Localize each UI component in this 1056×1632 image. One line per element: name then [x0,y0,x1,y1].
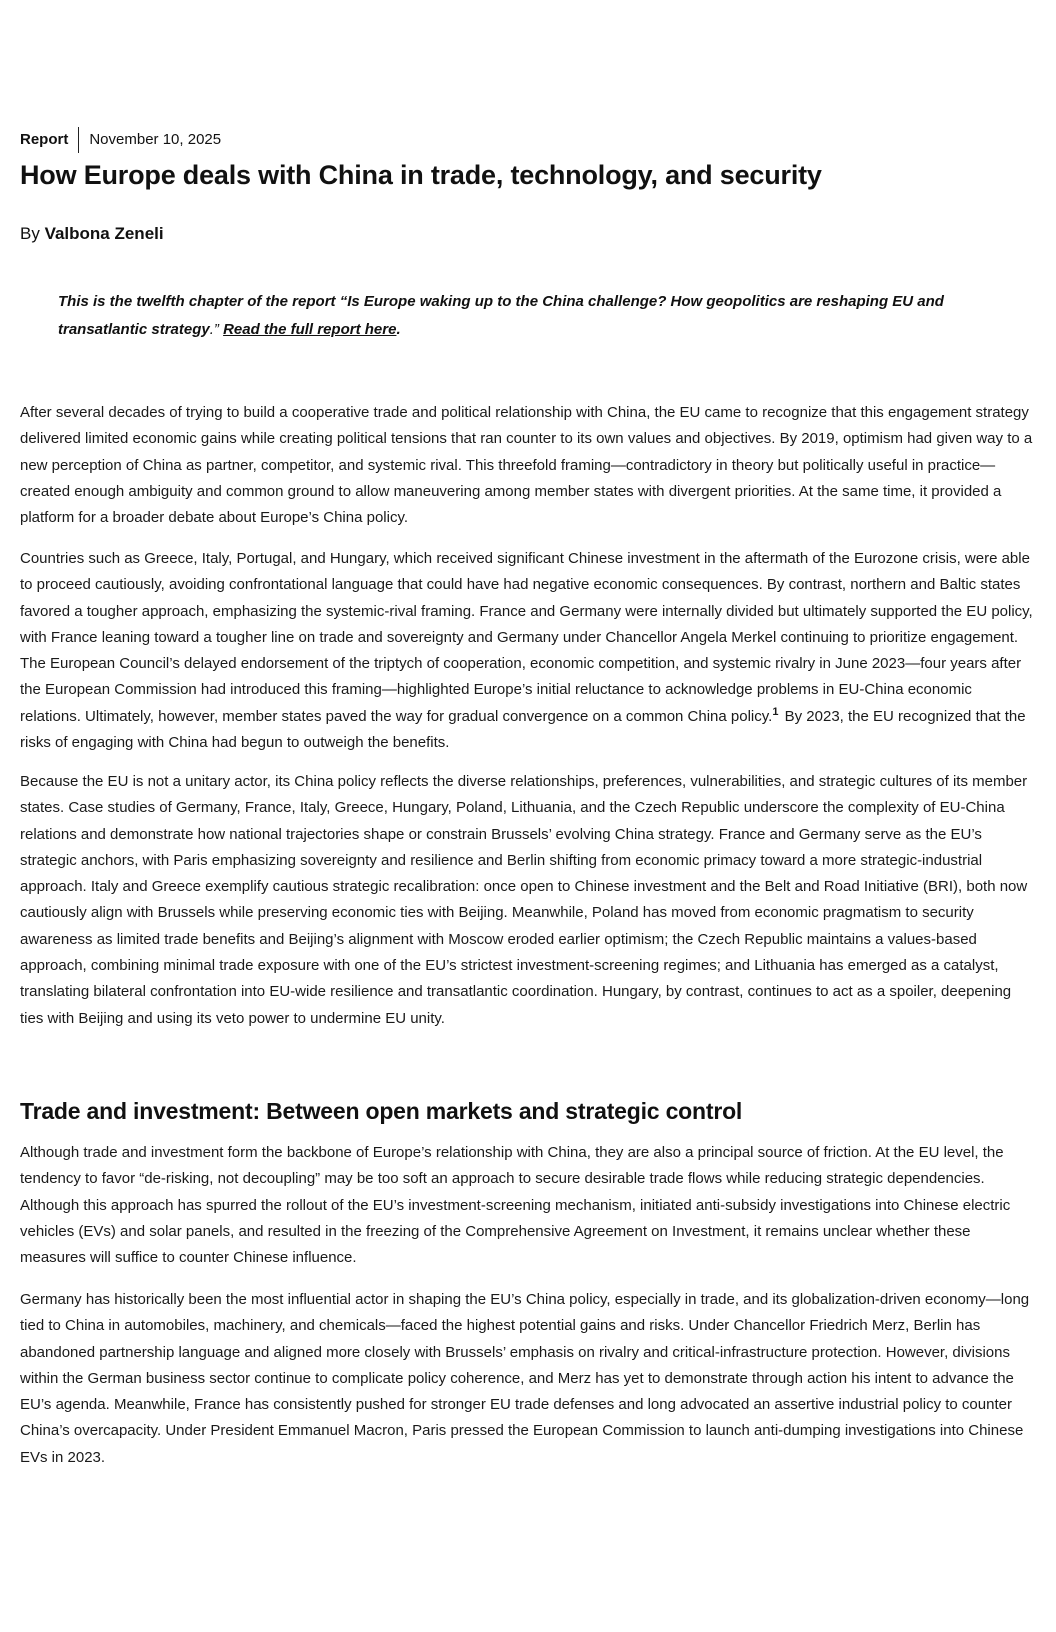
page-title: How Europe deals with China in trade, technology, and security [20,160,822,190]
paragraph: Although trade and investment form the backbone of Europe’s relationship with China, they are also a principal source of friction. At the EU level, the tendency to favor “de-risking, not decoupling” may be too soft an approach to secure desirable trade flows while reducing strategic dependencies. Although this approach has spurred the rollout of the EU’s investment-screening mechanism, initiated anti-subsidy investigations into Chinese electric vehicles (EVs) and solar panels, and resulted in the freezing of the Comprehensive Agreement on Investment, it remains unclear whether these measures will suffice to counter Chinese influence. [20,1144,1011,1267]
paragraph-text-after: By 2023, the EU recognized that the risks of engaging with China had begun to outweigh the benefits. [20,707,1026,752]
author-link[interactable]: Valbona Zeneli [44,224,164,243]
paragraph: After several decades of trying to build a cooperative trade and political relationship with China, the EU came to recognize that this engagement strategy delivered limited economic gains while creating political tensions that ran counter to its own values and objectives. By 2019, optimism had given way to a new perception of China as partner, competitor, and systemic rival. This threefold framing—contradictory in theory but politically useful in practice—created enough ambiguity and common ground to allow maneuvering among member states with divergent priorities. At the same time, it provided a platform for a broader debate about Europe’s China policy. [20,404,1033,527]
article-meta [20,127,221,153]
byline-prefix: By [20,224,45,243]
content-type-label[interactable]: Report [20,131,69,148]
intro-text: This is the twelfth chapter of the report “Is Europe waking up to the China challenge? How geopolitics are reshaping EU and transatlantic strategy [58,293,944,338]
publish-date: November 10, 2025 [89,131,222,148]
paragraph: Because the EU is not a unitary actor, its China policy reflects the diverse relationships, preferences, vulnerabilities, and strategic cultures of its member states. Case studies of Germany, France, Italy, Greece, Hungary, Poland, Lithuania, and the Czech Republic underscore the complexity of EU-China relations and demonstrate how national trajectories shape or constrain Brussels’ evolving China strategy. France and Germany serve as the EU’s strategic anchors, with Paris emphasizing sovereignty and resilience and Berlin shifting from economic primacy toward a more strategic-industrial approach. Italy and Greece exemplify cautious strategic recalibration: once open to Chinese investment and the Belt and Road Initiative (BRI), both now cautiously align with Brussels while preserving economic ties with Beijing. Meanwhile, Poland has moved from economic pragmatism to security awareness as limited trade benefits and Beijing’s alignment with Moscow eroded earlier optimism; the Czech Republic maintains a values-based approach, combining minimal trade exposure with one of the EU’s strictest investment-screening regimes; and Lithuania has emerged as a catalyst, translating bilateral confrontation into EU-wide resilience and transatlantic coordination. Hungary, by contrast, continues to act as a spoiler, deepening ties with Beijing and using its veto power to undermine EU unity. [20,773,1028,1027]
paragraph: Germany has historically been the most influential actor in shaping the EU’s China policy, especially in trade, and its globalization-driven economy—long tied to China in automobiles, machinery, and chemicals—faced the highest potential gains and risks. Under Chancellor Friedrich Merz, Berlin has abandoned partnership language and aligned more closely with Brussels’ emphasis on rivalry and critical-infrastructure protection. However, divisions within the German business sector continue to complicate policy coherence, and Merz has yet to demonstrate through action his intent to advance the EU’s agenda. Meanwhile, France has consistently pushed for stronger EU trade defenses and long advocated an assertive industrial policy to counter China’s overcapacity. Under President Emmanuel Macron, Paris pressed the European Commission to launch anti-dumping investigations into Chinese EVs in 2023. [20,1291,1030,1466]
byline [20,222,164,246]
footnote-link[interactable]: 1 [772,705,779,718]
chapter-intro [58,288,998,344]
intro-text-end: .” [209,321,224,338]
intro-after-link: . [396,321,401,338]
paragraph [20,546,1036,756]
full-report-link[interactable]: Read the full report here [223,321,397,338]
paragraph-text: Countries such as Greece, Italy, Portugal, and Hungary, which received significant Chinese investment in the aftermath of the Eurozone crisis, were able to proceed cautiously, avoiding confrontational language that could have had negative economic consequences. By contrast, northern and Baltic states favored a tougher approach, emphasizing the systemic-rival framing. France and Germany were internally divided but ultimately supported the EU policy, with France leaning toward a tougher line on trade and sovereignty and Germany under Chancellor Angela Merkel continuing to prioritize engagement. The European Council’s delayed endorsement of the triptych of cooperation, economic competition, and systemic rivalry in June 2023—four years after the European Commission had introduced this framing—highlighted Europe’s initial reluctance to acknowledge problems in EU-China economic relations. Ultimately, however, member states paved the way for gradual convergence on a common China policy. [20,550,1033,725]
section-heading: Trade and investment: Between open markets and strategic control [20,1098,743,1124]
